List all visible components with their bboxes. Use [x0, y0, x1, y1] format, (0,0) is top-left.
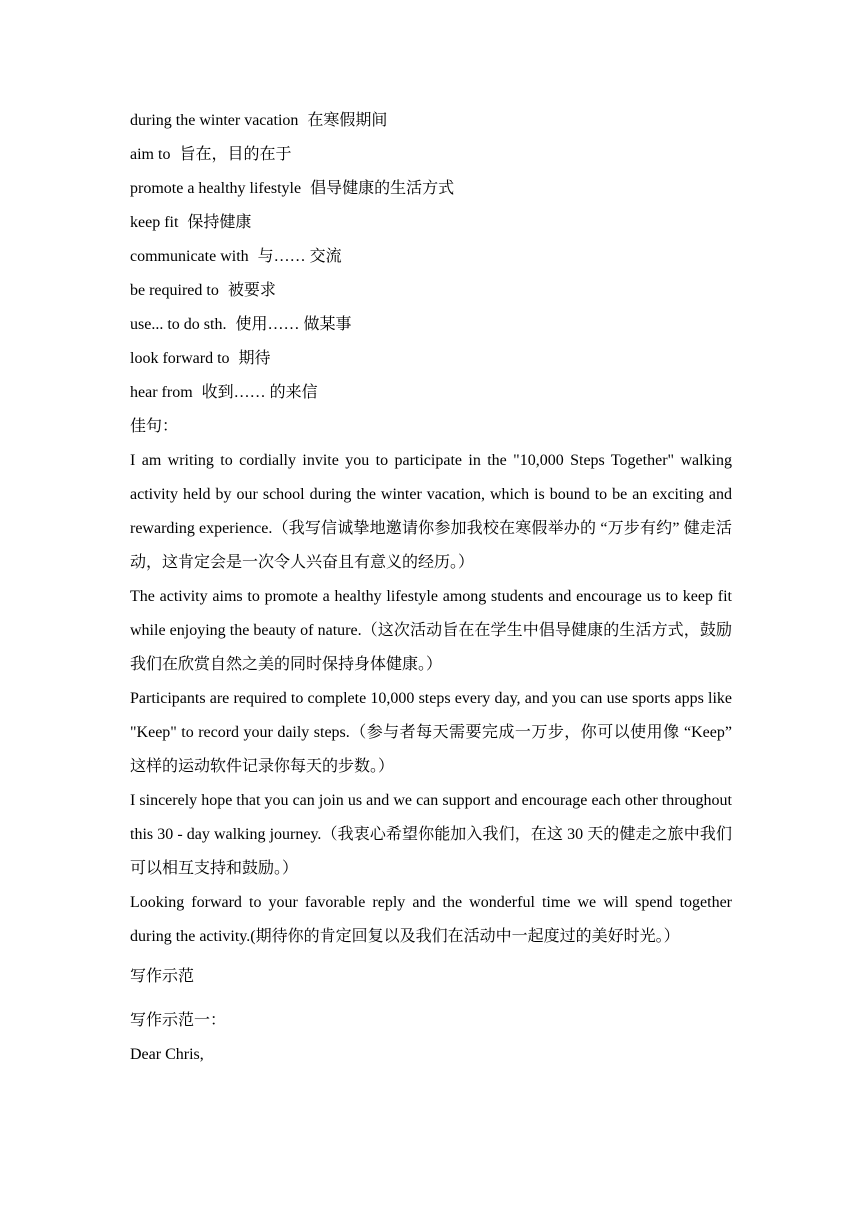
phrase-item — [130, 376, 732, 410]
letter-greeting: Dear Chris, — [130, 1046, 204, 1063]
phrase-en: communicate with — [130, 248, 249, 265]
phrase-item — [130, 172, 732, 206]
phrase-en: promote a healthy lifestyle — [130, 180, 302, 197]
sentence-item — [130, 580, 732, 682]
sentence-en: Looking forward to your favorable reply and the wonderful time we will spend together during the activity. — [130, 894, 732, 945]
phrase-en: keep fit — [130, 214, 179, 231]
sentences-heading: 佳句： — [130, 418, 179, 435]
phrase-zh: 收到…… 的来信 — [201, 384, 318, 401]
phrase-list — [130, 104, 732, 410]
phrase-item — [130, 342, 732, 376]
sample-heading: 写作示范 — [130, 968, 195, 985]
phrase-zh: 与…… 交流 — [257, 248, 342, 265]
phrase-item — [130, 274, 732, 308]
document-page — [130, 104, 732, 1072]
sentence-list — [130, 444, 732, 954]
phrase-item — [130, 138, 732, 172]
phrase-zh: 保持健康 — [187, 214, 252, 231]
phrase-item — [130, 240, 732, 274]
sentence-zh: (期待你的肯定回复以及我们在活动中一起度过的美好时光。） — [250, 928, 680, 945]
sentence-zh: （这次活动旨在在学生中倡导健康的生活方式，鼓励我们在欣赏自然之美的同时保持身体健康。） — [130, 622, 732, 673]
phrase-zh: 使用…… 做某事 — [235, 316, 352, 333]
phrase-zh: 在寒假期间 — [307, 112, 388, 129]
sentence-zh: （我衷心希望你能加入我们，在这 30 天的健走之旅中我们可以相互支持和鼓励。） — [130, 826, 732, 877]
sentence-en: The activity aims to promote a healthy lifestyle among students and encourage us to keep fit while enjoying the beauty of nature. — [130, 588, 732, 639]
phrase-zh: 被要求 — [227, 282, 276, 299]
phrase-item — [130, 308, 732, 342]
phrase-en: use... to do sth. — [130, 316, 227, 333]
sentence-zh: （我写信诚挚地邀请你参加我校在寒假举办的 “万步有约” 健走活动，这肯定会是一次令人兴奋且有意义的经历。） — [130, 520, 732, 571]
sample-one-heading: 写作示范一： — [130, 1012, 227, 1029]
sentence-item — [130, 682, 732, 784]
sentence-en: Participants are required to complete 10,000 steps every day, and you can use sports apps like "Keep" to record your daily steps. — [130, 690, 732, 741]
phrase-en: during the winter vacation — [130, 112, 299, 129]
phrase-en: look forward to — [130, 350, 230, 367]
phrase-en: be required to — [130, 282, 219, 299]
phrase-zh: 倡导健康的生活方式 — [310, 180, 455, 197]
sentence-item — [130, 886, 732, 954]
phrase-en: hear from — [130, 384, 193, 401]
sentence-zh: （参与者每天需要完成一万步，你可以使用像 “Keep” 这样的运动软件记录你每天的步数。） — [130, 724, 732, 775]
phrase-zh: 期待 — [238, 350, 271, 367]
phrase-item — [130, 104, 732, 138]
sentence-en: I am writing to cordially invite you to participate in the "10,000 Steps Together" walking activity held by our school during the winter vacation, which is bound to be an exciting and rewarding experience. — [130, 452, 732, 537]
phrase-zh: 旨在，目的在于 — [179, 146, 292, 163]
phrase-en: aim to — [130, 146, 171, 163]
sentence-item — [130, 784, 732, 886]
sentence-item — [130, 444, 732, 580]
sentence-en: I sincerely hope that you can join us and we can support and encourage each other throughout this 30 - day walking journey. — [130, 792, 732, 843]
phrase-item — [130, 206, 732, 240]
